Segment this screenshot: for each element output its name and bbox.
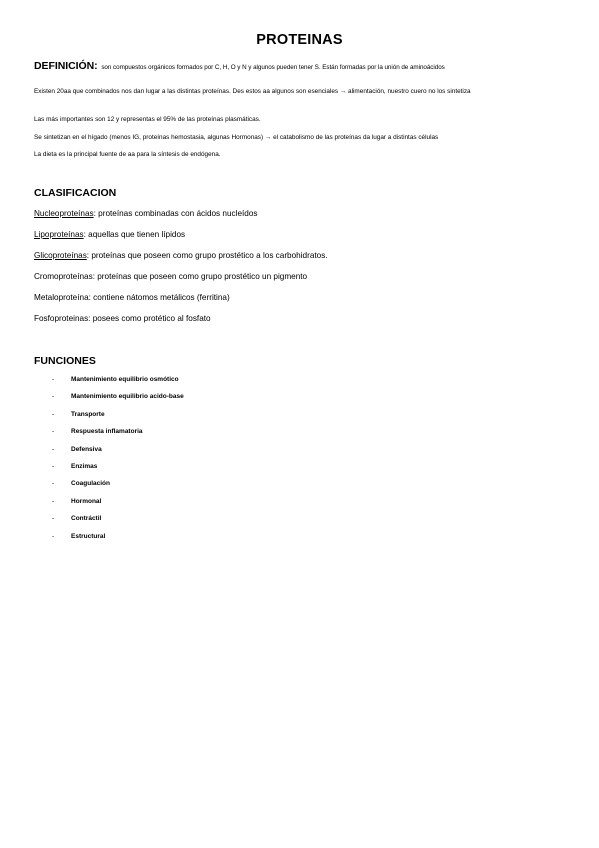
page-title: PROTEINAS bbox=[256, 32, 343, 48]
paragraph-synthesis: Se sintetizan en el hígado (menos IG, proteínas hemostasia, algunas Hormonas) → el catabolismo de las proteínas da lugar a distintas células bbox=[34, 134, 439, 141]
class-desc: : aquellas que tienen lípidos bbox=[83, 230, 186, 239]
bullet-dash: - bbox=[52, 410, 55, 418]
list-item bbox=[52, 463, 184, 480]
list-item bbox=[52, 533, 184, 550]
bullet-dash: - bbox=[52, 462, 55, 470]
bullet-dash: - bbox=[52, 393, 55, 401]
list-item bbox=[52, 376, 184, 393]
class-desc: : proteínas que poseen como grupo prostético a los carbohidratos. bbox=[86, 251, 328, 260]
bullet-dash: - bbox=[52, 428, 55, 436]
function-label: Estructural bbox=[71, 532, 106, 540]
list-item bbox=[52, 480, 184, 497]
class-term: Glicoproteínas bbox=[34, 251, 87, 260]
paragraph-diet: La dieta es la principal fuente de aa para la síntesis de endógena. bbox=[34, 151, 221, 158]
function-label: Enzimas bbox=[71, 462, 98, 470]
definition-line bbox=[34, 60, 574, 72]
class-item-glicoproteinas bbox=[34, 251, 328, 260]
bullet-dash: - bbox=[52, 376, 55, 383]
class-item-metaloproteina bbox=[34, 293, 230, 302]
funciones-heading: FUNCIONES bbox=[34, 355, 96, 367]
bullet-dash: - bbox=[52, 515, 55, 523]
bullet-dash: - bbox=[52, 445, 55, 453]
list-item bbox=[52, 498, 184, 515]
funciones-list bbox=[52, 376, 184, 550]
class-desc: Cromoproteínas: proteínas que poseen como grupo prostético un pigmento bbox=[34, 272, 308, 281]
class-item-nucleoproteinas bbox=[34, 209, 257, 218]
list-item bbox=[52, 411, 184, 428]
list-item bbox=[52, 446, 184, 463]
definition-text: son compuestos orgánicos formados por C, H, O y N y algunos pueden tener S. Están formadas por la unión de aminoácidos bbox=[101, 64, 445, 71]
class-item-fosfoproteinas bbox=[34, 314, 211, 323]
function-label: Defensiva bbox=[71, 445, 102, 453]
paragraph-aminoacids: Existen 20aa que combinados nos dan lugar a las distintas proteínas. Des estos aa algunos son esenciales → alimentación, nuestro cuero no los sintetiza bbox=[34, 88, 471, 95]
class-item-lipoproteinas bbox=[34, 230, 185, 239]
function-label: Respuesta inflamatoria bbox=[71, 428, 143, 436]
function-label: Hormonal bbox=[71, 497, 102, 505]
class-desc: Metaloproteína: contiene nátomos metálicos (ferritina) bbox=[34, 293, 230, 302]
function-label: Contráctil bbox=[71, 515, 102, 523]
class-item-cromoproteinas bbox=[34, 272, 307, 281]
definition-label: DEFINICIÓN: bbox=[34, 60, 98, 72]
bullet-dash: - bbox=[52, 480, 55, 488]
clasificacion-heading: CLASIFICACION bbox=[34, 187, 117, 199]
function-label: Mantenimiento equilibrio osmótico bbox=[71, 376, 179, 383]
function-label: Transporte bbox=[71, 410, 105, 418]
list-item bbox=[52, 515, 184, 532]
list-item bbox=[52, 428, 184, 445]
bullet-dash: - bbox=[52, 497, 55, 505]
paragraph-plasma-proteins: Las más importantes son 12 y representas el 95% de las proteínas plasmáticas. bbox=[34, 116, 261, 123]
list-item bbox=[52, 393, 184, 410]
bullet-dash: - bbox=[52, 532, 55, 540]
function-label: Coagulación bbox=[71, 480, 111, 488]
class-term: Lipoproteínas bbox=[34, 230, 84, 239]
function-label: Mantenimiento equilibrio acido-base bbox=[71, 393, 184, 401]
class-term: Nucleoproteínas bbox=[34, 209, 94, 218]
class-desc: : proteínas combinadas con ácidos nucleídos bbox=[93, 209, 258, 218]
class-desc: Fosfoproteinas: posees como protético al fosfato bbox=[34, 314, 211, 323]
